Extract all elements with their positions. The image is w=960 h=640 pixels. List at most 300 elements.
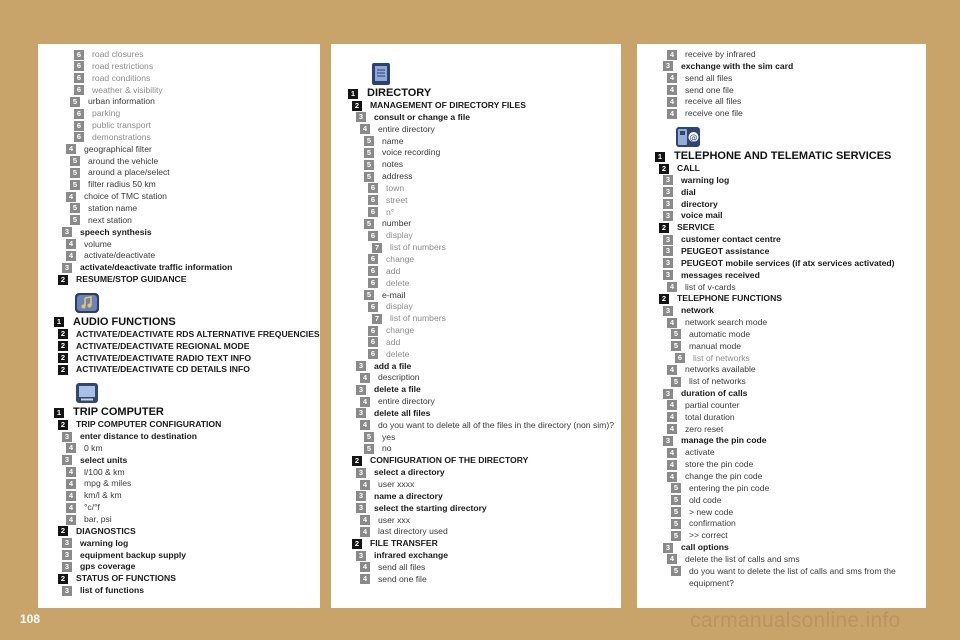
level-badge: 5 [671, 377, 681, 387]
menu-item [54, 191, 320, 203]
level-badge: 1 [54, 408, 64, 418]
menu-item-label: speech synthesis [80, 226, 152, 237]
menu-item-label: customer contact centre [681, 234, 781, 245]
menu-item-label: display [386, 301, 413, 312]
level-badge: 5 [364, 148, 374, 158]
menu-item-label: manual mode [689, 340, 742, 351]
watermark: carmanualsonline.info [690, 609, 901, 632]
level-badge: 6 [74, 85, 84, 95]
menu-item-label: description [378, 372, 420, 383]
level-badge: 1 [54, 317, 64, 327]
level-badge: 3 [62, 227, 72, 237]
level-badge: 4 [667, 318, 677, 328]
level-badge: 4 [667, 554, 677, 564]
menu-item [348, 325, 621, 337]
level-badge: 2 [58, 420, 68, 430]
menu-item-label: AUDIO FUNCTIONS [73, 315, 176, 328]
menu-item-label: automatic mode [689, 328, 751, 339]
level-badge: 4 [360, 515, 370, 525]
menu-item-label: SERVICE [677, 222, 715, 233]
menu-item-label: directory [681, 198, 718, 209]
level-badge: 1 [348, 89, 358, 99]
menu-item-label: activate/deactivate traffic information [80, 262, 233, 273]
menu-item [348, 313, 621, 325]
level-badge: 3 [356, 361, 366, 371]
menu-item-label: road conditions [92, 72, 151, 83]
menu-item-label: public transport [92, 120, 151, 131]
menu-item-label: infrared exchange [374, 550, 449, 561]
menu-item-label: send one file [378, 573, 427, 584]
level-badge: 6 [368, 195, 378, 205]
menu-item-label: next station [88, 214, 132, 225]
menu-item-label: demonstrations [92, 131, 151, 142]
menu-tree-right [655, 49, 926, 589]
menu-item [348, 195, 621, 207]
menu-tree-middle [348, 57, 621, 586]
svg-text:@: @ [689, 133, 698, 143]
menu-item [348, 171, 621, 183]
menu-item-label: add a file [374, 360, 412, 371]
level-badge: 2 [352, 456, 362, 466]
menu-item-label: do you want to delete all of the files in the directory (non sim)? [378, 419, 614, 430]
level-badge: 4 [667, 472, 677, 482]
menu-item-label: around the vehicle [88, 155, 159, 166]
menu-item-label: list of numbers [390, 313, 446, 324]
level-badge: 6 [368, 302, 378, 312]
trip-computer-icon [74, 382, 100, 404]
level-badge: 3 [663, 246, 673, 256]
level-badge: 2 [659, 164, 669, 174]
level-badge: 5 [671, 329, 681, 339]
level-badge: 5 [364, 444, 374, 454]
level-badge: 1 [655, 152, 665, 162]
level-badge: 7 [372, 243, 382, 253]
menu-item-label: volume [84, 238, 112, 249]
level-badge: 6 [368, 337, 378, 347]
menu-item-label: partial counter [685, 399, 740, 410]
menu-item-label: user xxxx [378, 479, 415, 489]
level-badge: 5 [70, 156, 80, 166]
menu-item [54, 431, 320, 443]
menu-item [655, 364, 926, 376]
level-badge: 3 [663, 543, 673, 553]
menu-item-label: receive by infrared [685, 49, 756, 59]
level-badge: 2 [58, 574, 68, 584]
menu-item [54, 443, 320, 455]
menu-item-label: TRIP COMPUTER CONFIGURATION [76, 419, 222, 430]
menu-item [54, 419, 320, 431]
menu-item-label: send all files [378, 561, 426, 572]
menu-item [348, 278, 621, 290]
menu-item-label: entering the pin code [689, 482, 770, 493]
level-badge: 4 [667, 97, 677, 107]
section-heading [54, 316, 320, 329]
menu-item-label: equipment backup supply [80, 549, 187, 560]
level-badge: 2 [58, 341, 68, 351]
level-badge: 4 [66, 515, 76, 525]
menu-item [655, 447, 926, 459]
level-badge: 4 [360, 124, 370, 134]
menu-item-label: choice of TMC station [84, 191, 167, 202]
menu-item [348, 337, 621, 349]
level-badge: 5 [671, 531, 681, 541]
section-heading [655, 150, 926, 163]
level-badge: 5 [70, 203, 80, 213]
music-note-icon [74, 292, 100, 314]
menu-item-label: road closures [92, 49, 144, 59]
level-badge: 3 [663, 199, 673, 209]
menu-item [54, 85, 320, 97]
menu-item [54, 179, 320, 191]
level-badge: 4 [667, 448, 677, 458]
level-badge: 4 [66, 144, 76, 154]
menu-item [348, 550, 621, 562]
menu-item [348, 290, 621, 302]
menu-item-label: MANAGEMENT OF DIRECTORY FILES [370, 100, 526, 110]
menu-item-label: address [382, 171, 413, 182]
menu-item-label: ACTIVATE/DEACTIVATE RADIO TEXT INFO [76, 352, 252, 363]
menu-item [348, 207, 621, 219]
menu-item-label: change [386, 253, 415, 264]
menu-item-label: number [382, 218, 412, 229]
menu-item-label: notes [382, 159, 404, 170]
menu-item-label: send one file [685, 84, 734, 95]
level-badge: 3 [663, 270, 673, 280]
menu-item [348, 491, 621, 503]
level-badge: 5 [70, 97, 80, 107]
menu-item [54, 61, 320, 73]
menu-item [54, 353, 320, 365]
menu-item-label: select the starting directory [374, 502, 487, 513]
level-badge: 2 [659, 223, 669, 233]
level-badge: 6 [368, 254, 378, 264]
menu-item-label: street [386, 194, 408, 205]
menu-item [655, 566, 926, 590]
menu-item [54, 167, 320, 179]
menu-item-label: e-mail [382, 289, 406, 300]
level-badge: 3 [663, 306, 673, 316]
menu-item [348, 372, 621, 384]
menu-item-label: 0 km [84, 442, 103, 453]
level-badge: 4 [66, 443, 76, 453]
menu-item-label: delete all files [374, 407, 431, 418]
menu-item [54, 49, 320, 61]
menu-item [348, 384, 621, 396]
menu-item-label: name a directory [374, 490, 443, 501]
menu-item-label: town [386, 182, 405, 193]
menu-item [348, 479, 621, 491]
menu-item-label: parking [92, 108, 121, 119]
menu-item [655, 210, 926, 222]
menu-item [655, 554, 926, 566]
level-badge: 4 [667, 109, 677, 119]
menu-item [54, 478, 320, 490]
menu-item [655, 412, 926, 424]
menu-item [54, 215, 320, 227]
telephone-telematic-icon [675, 126, 701, 148]
level-badge: 6 [74, 61, 84, 71]
menu-item [655, 96, 926, 108]
level-badge: 4 [360, 373, 370, 383]
menu-item-label: warning log [681, 174, 730, 185]
menu-item-label: PEUGEOT mobile services (if atx services activated) [681, 257, 895, 268]
menu-item [655, 282, 926, 294]
menu-item-label: voice recording [382, 147, 441, 158]
level-badge: 6 [368, 278, 378, 288]
menu-item-label: °c/°f [84, 502, 100, 513]
menu-item-label: consult or change a file [374, 111, 470, 122]
menu-item [54, 262, 320, 274]
menu-item [655, 187, 926, 199]
menu-item [655, 329, 926, 341]
level-badge: 4 [66, 503, 76, 513]
menu-item [54, 341, 320, 353]
phone-book-icon [368, 63, 394, 85]
level-badge: 4 [66, 467, 76, 477]
level-badge: 3 [663, 436, 673, 446]
level-badge: 6 [74, 50, 84, 60]
level-badge: 4 [360, 480, 370, 490]
level-badge: 6 [675, 353, 685, 363]
level-badge: 4 [667, 73, 677, 83]
level-badge: 4 [66, 192, 76, 202]
menu-item [348, 266, 621, 278]
menu-item-label: delete [386, 277, 410, 288]
level-badge: 4 [66, 251, 76, 261]
menu-item [348, 467, 621, 479]
level-badge: 3 [356, 468, 366, 478]
menu-item-label: manage the pin code [681, 435, 767, 446]
menu-item-label: gps coverage [80, 561, 136, 572]
menu-item [655, 542, 926, 554]
menu-item [348, 432, 621, 444]
menu-item [54, 227, 320, 239]
menu-item-label: activate [685, 447, 715, 458]
menu-item [655, 246, 926, 258]
menu-item [655, 258, 926, 270]
menu-item-label: networks available [685, 364, 756, 375]
level-badge: 4 [667, 282, 677, 292]
menu-item [348, 230, 621, 242]
level-badge: 5 [671, 519, 681, 529]
menu-item-label: entire directory [378, 396, 435, 407]
menu-item [655, 388, 926, 400]
level-badge: 4 [667, 400, 677, 410]
menu-item [54, 526, 320, 538]
level-badge: 4 [360, 527, 370, 537]
menu-item [348, 254, 621, 266]
menu-item [54, 274, 320, 286]
menu-item-label: send all files [685, 72, 733, 83]
menu-item-label: ACTIVATE/DEACTIVATE REGIONAL MODE [76, 340, 250, 351]
level-badge: 3 [663, 175, 673, 185]
menu-item-label: delete the list of calls and sms [685, 553, 800, 564]
level-badge: 3 [62, 562, 72, 572]
menu-item [54, 467, 320, 479]
menu-item [348, 538, 621, 550]
menu-item-label: n° [386, 206, 395, 217]
menu-item [348, 349, 621, 361]
menu-item [54, 239, 320, 251]
menu-item-label: network search mode [685, 317, 768, 328]
menu-item [348, 408, 621, 420]
menu-item [655, 234, 926, 246]
level-badge: 6 [368, 266, 378, 276]
menu-item [655, 424, 926, 436]
menu-item [348, 100, 621, 112]
menu-item [348, 574, 621, 586]
menu-item [348, 136, 621, 148]
menu-item [348, 503, 621, 515]
menu-item [54, 561, 320, 573]
menu-item-label: >> correct [689, 530, 728, 541]
level-badge: 3 [663, 61, 673, 71]
menu-item [655, 317, 926, 329]
level-badge: 6 [368, 231, 378, 241]
menu-column-left [38, 44, 320, 608]
menu-item [348, 159, 621, 171]
menu-item [54, 120, 320, 132]
menu-item [655, 400, 926, 412]
menu-item-label: duration of calls [681, 388, 748, 399]
menu-item-label: bar, psi [84, 514, 112, 524]
menu-item [348, 124, 621, 136]
menu-item [655, 293, 926, 305]
level-badge: 5 [364, 290, 374, 300]
menu-item [54, 144, 320, 156]
menu-item [655, 530, 926, 542]
menu-item-label: messages received [681, 269, 760, 280]
menu-item [655, 341, 926, 353]
menu-item-label: TRIP COMPUTER [73, 406, 164, 419]
level-badge: 6 [368, 326, 378, 336]
menu-item-label: delete a file [374, 384, 421, 395]
menu-item [655, 270, 926, 282]
menu-item [348, 361, 621, 373]
menu-item [54, 585, 320, 597]
menu-item-label: urban information [88, 96, 155, 107]
level-badge: 5 [671, 483, 681, 493]
menu-item-label: CALL [677, 163, 700, 174]
section-heading [54, 406, 320, 419]
menu-item-label: select units [80, 454, 128, 465]
level-badge: 5 [364, 136, 374, 146]
level-badge: 4 [667, 85, 677, 95]
level-badge: 4 [667, 460, 677, 470]
level-badge: 5 [70, 215, 80, 225]
menu-item [348, 112, 621, 124]
menu-tree-left [54, 49, 320, 597]
menu-item-label: confirmation [689, 518, 736, 529]
menu-item [655, 459, 926, 471]
menu-item [655, 376, 926, 388]
level-badge: 3 [62, 455, 72, 465]
menu-item [54, 250, 320, 262]
level-badge: 2 [352, 101, 362, 111]
level-badge: 5 [364, 172, 374, 182]
menu-column-middle [331, 44, 621, 608]
level-badge: 2 [58, 526, 68, 536]
menu-item-label: voice mail [681, 210, 723, 221]
menu-item-label: name [382, 135, 404, 146]
menu-item-label: yes [382, 431, 396, 442]
menu-item-label: DIAGNOSTICS [76, 525, 136, 536]
level-badge: 5 [671, 341, 681, 351]
menu-item-label: list of v-cards [685, 281, 736, 292]
menu-item [54, 96, 320, 108]
menu-item-label: total duration [685, 411, 735, 422]
menu-item-label: PEUGEOT assistance [681, 245, 770, 256]
menu-item [655, 471, 926, 483]
level-badge: 2 [352, 539, 362, 549]
menu-item-label: change the pin code [685, 471, 763, 481]
menu-item-label: ACTIVATE/DEACTIVATE RDS ALTERNATIVE FREQUENCIES [76, 328, 320, 339]
level-badge: 5 [364, 160, 374, 170]
menu-item [54, 573, 320, 585]
menu-item [348, 455, 621, 467]
menu-item [348, 562, 621, 574]
menu-item-label: change [386, 325, 415, 336]
menu-item-label: filter radius 50 km [88, 179, 156, 190]
menu-item [54, 538, 320, 550]
menu-item [54, 455, 320, 467]
menu-item [348, 242, 621, 254]
menu-item [348, 526, 621, 538]
menu-item-label: no [382, 443, 392, 454]
menu-item-label: network [681, 305, 714, 316]
menu-item-label: geographical filter [84, 143, 152, 154]
menu-item [348, 396, 621, 408]
menu-item-label: TELEPHONE AND TELEMATIC SERVICES [674, 150, 892, 163]
level-badge: 5 [671, 507, 681, 517]
menu-column-right [637, 44, 926, 608]
menu-item-label: old code [689, 494, 722, 505]
menu-item [655, 108, 926, 120]
level-badge: 6 [74, 73, 84, 83]
level-badge: 4 [667, 50, 677, 60]
menu-item [655, 353, 926, 365]
level-badge: 3 [663, 258, 673, 268]
menu-item [655, 435, 926, 447]
menu-item-label: call options [681, 542, 729, 553]
menu-item-label: FILE TRANSFER [370, 538, 438, 549]
level-badge: 6 [74, 132, 84, 142]
menu-item [54, 490, 320, 502]
level-badge: 3 [356, 551, 366, 561]
menu-item-label: last directory used [378, 526, 448, 537]
menu-item-label: CONFIGURATION OF THE DIRECTORY [370, 455, 529, 466]
level-badge: 5 [364, 432, 374, 442]
level-badge: 4 [360, 574, 370, 584]
level-badge: 3 [663, 235, 673, 245]
level-badge: 2 [58, 365, 68, 375]
menu-item [655, 175, 926, 187]
menu-item [655, 163, 926, 175]
menu-item [655, 73, 926, 85]
menu-item [348, 147, 621, 159]
menu-item [54, 550, 320, 562]
level-badge: 6 [368, 207, 378, 217]
menu-item-label: receive all files [685, 96, 742, 107]
menu-item-label: list of networks [693, 352, 750, 363]
menu-item [655, 483, 926, 495]
menu-item-label: road restrictions [92, 60, 154, 71]
menu-item-label: around a place/select [88, 167, 170, 178]
level-badge: 6 [368, 349, 378, 359]
level-badge: 5 [70, 180, 80, 190]
menu-item [348, 420, 621, 432]
section-heading [348, 87, 621, 100]
